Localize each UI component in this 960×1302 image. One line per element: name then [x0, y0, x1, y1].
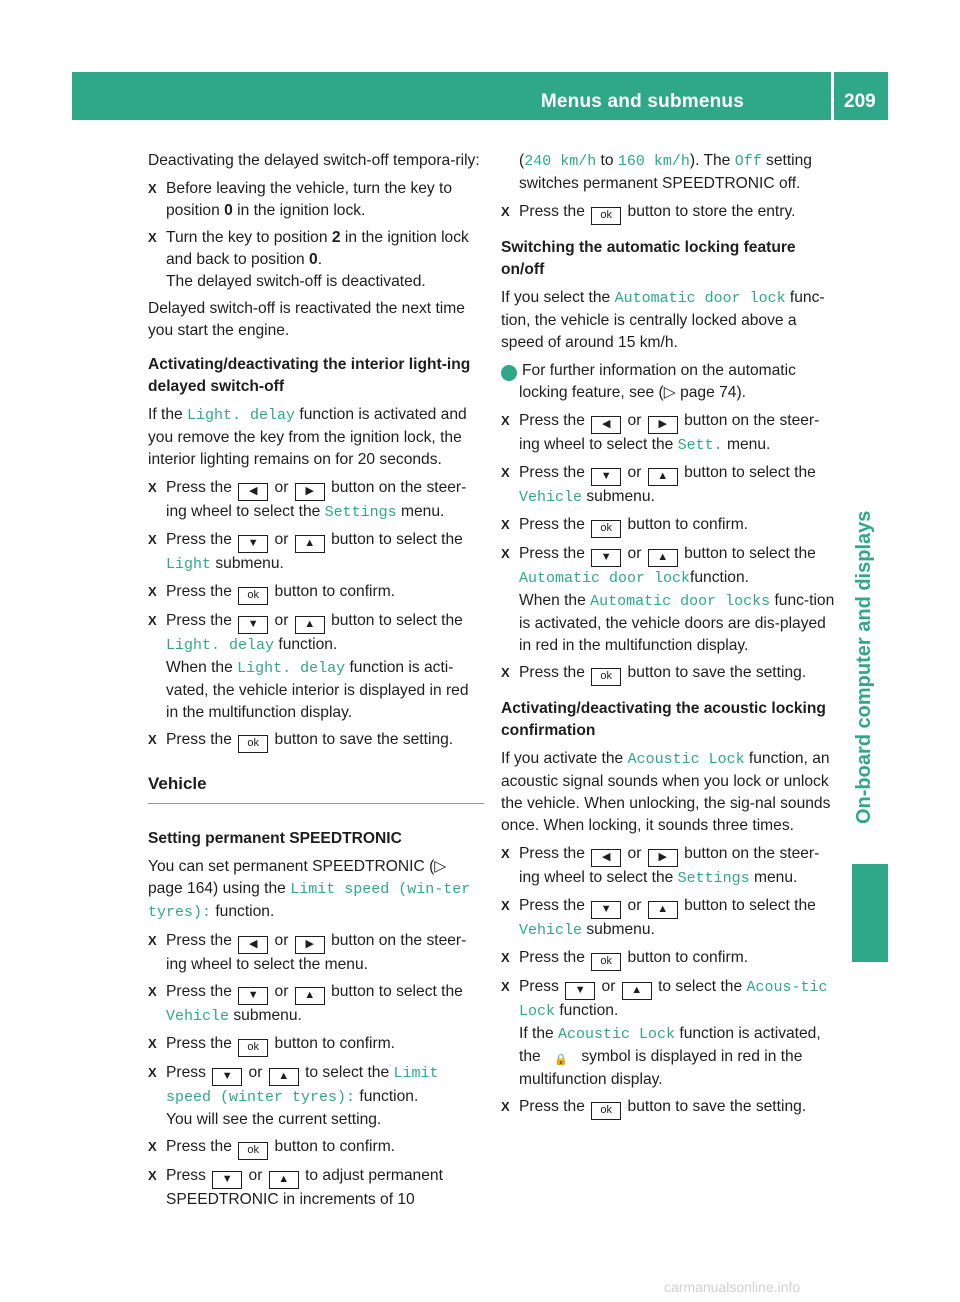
step: X Press the ◀ or ▶ button on the steer-ing wheel to select the menu. [148, 930, 484, 976]
step: X Press the ▼ or ▲ button to select the Light. delay function. When the Light. delay function is acti-vated, the vehicle interior is displayed in red in the multifunction display. [148, 610, 484, 724]
ok-key-icon: ok [591, 1102, 621, 1120]
paragraph: You can set permanent SPEEDTRONIC (▷ page 164) using the Limit speed (win-ter tyres): function. [148, 858, 471, 921]
right-arrow-key-icon: ▶ [648, 849, 678, 867]
left-arrow-key-icon: ◀ [591, 849, 621, 867]
header-divider [831, 72, 834, 120]
right-arrow-key-icon: ▶ [295, 936, 325, 954]
step: X Press the ok button to confirm. [148, 1136, 484, 1160]
left-arrow-key-icon: ◀ [238, 936, 268, 954]
up-arrow-key-icon: ▲ [269, 1068, 299, 1086]
step: X Press the ok button to save the setting. [501, 1096, 837, 1120]
step: X Press the ◀ or ▶ button on the steer-ing wheel to select the Settings menu. [148, 477, 484, 524]
down-arrow-key-icon: ▼ [565, 982, 595, 1000]
step: X Press the ok button to confirm. [501, 514, 837, 538]
up-arrow-key-icon: ▲ [295, 987, 325, 1005]
right-column [498, 150, 837, 1125]
down-arrow-key-icon: ▼ [238, 535, 268, 553]
step: X Press ▼ or ▲ to adjust permanent SPEEDTRONIC in increments of 10 [148, 1165, 484, 1211]
step: X Press ▼ or ▲ to select the Limit speed (winter tyres): function. You will see the current setting. [148, 1062, 484, 1131]
left-arrow-key-icon: ◀ [591, 416, 621, 434]
step: X Press the ok button to store the entry. [501, 201, 837, 225]
step: X Press the ▼ or ▲ button to select the Light submenu. [148, 529, 484, 576]
right-arrow-key-icon: ▶ [648, 416, 678, 434]
ok-key-icon: ok [591, 668, 621, 686]
step: X Press the ▼ or ▲ button to select the Vehicle submenu. [501, 895, 837, 942]
step: X Turn the key to position 2 in the ignition lock and back to position 0. The delayed switch-off is deactivated. [148, 227, 484, 293]
subheading: Activating/deactivating the interior light-ing delayed switch-off [148, 356, 471, 395]
step: X Press the ◀ or ▶ button on the steer-ing wheel to select the Settings menu. [501, 843, 837, 890]
ok-key-icon: ok [591, 207, 621, 225]
step: X Press the ok button to confirm. [148, 581, 484, 605]
down-arrow-key-icon: ▼ [591, 549, 621, 567]
up-arrow-key-icon: ▲ [295, 616, 325, 634]
ok-key-icon: ok [238, 587, 268, 605]
step: X Press ▼ or ▲ to select the Acous-tic Lock function. If the Acoustic Lock function is activated, the 🔒 symbol is displayed in red in the multifunction display. [501, 976, 837, 1091]
step: X Press the ok button to save the setting. [148, 729, 484, 753]
paragraph: If the Light. delay function is activated and you remove the key from the ignition lock, the interior lighting remains on for 20 seconds. [148, 406, 467, 468]
down-arrow-key-icon: ▼ [238, 987, 268, 1005]
subheading: Switching the automatic locking feature on/off [501, 239, 796, 278]
up-arrow-key-icon: ▲ [648, 549, 678, 567]
left-column [148, 150, 484, 1216]
step: X Press the ▼ or ▲ button to select the Vehicle submenu. [148, 981, 484, 1028]
up-arrow-key-icon: ▲ [648, 468, 678, 486]
down-arrow-key-icon: ▼ [212, 1068, 242, 1086]
chapter-label: On-board computer and displays [853, 510, 875, 824]
step: X Press the ok button to confirm. [148, 1033, 484, 1057]
paragraph: (240 km/h to 160 km/h). The Off setting switches permanent SPEEDTRONIC off. [519, 152, 812, 192]
ok-key-icon: ok [238, 1142, 268, 1160]
subheading: Activating/deactivating the acoustic locking confirmation [501, 700, 826, 739]
down-arrow-key-icon: ▼ [591, 901, 621, 919]
page-number: 209 [844, 91, 876, 112]
ok-key-icon: ok [591, 520, 621, 538]
up-arrow-key-icon: ▲ [622, 982, 652, 1000]
paragraph: Delayed switch-off is reactivated the next time you start the engine. [148, 300, 465, 339]
section-heading: Vehicle [148, 773, 484, 804]
ok-key-icon: ok [591, 953, 621, 971]
paragraph: If you activate the Acoustic Lock function, an acoustic signal sounds when you lock or unlock the vehicle. When unlocking, the sig-nal sounds once. When locking, it sounds three times. [501, 750, 831, 834]
paragraph: Deactivating the delayed switch-off tempora-rily: [148, 152, 480, 169]
step: X Press the ▼ or ▲ button to select the Automatic door lockfunction. When the Automatic door locks func-tion is activated, the vehicle doors are dis-played in red in the multifunction display. [501, 543, 837, 657]
chapter-tab [852, 864, 888, 962]
header-bar [72, 72, 888, 120]
step: X Press the ▼ or ▲ button to select the Vehicle submenu. [501, 462, 837, 509]
right-arrow-key-icon: ▶ [295, 483, 325, 501]
step: X Before leaving the vehicle, turn the key to position 0 in the ignition lock. [148, 178, 484, 222]
ok-key-icon: ok [238, 735, 268, 753]
down-arrow-key-icon: ▼ [238, 616, 268, 634]
lock-icon: 🔒 [554, 1054, 568, 1066]
step: X Press the ◀ or ▶ button on the steer-ing wheel to select the Sett. menu. [501, 410, 837, 457]
subheading: Setting permanent SPEEDTRONIC [148, 830, 402, 847]
page-section-title: Menus and submenus [540, 91, 744, 112]
ok-key-icon: ok [238, 1039, 268, 1057]
up-arrow-key-icon: ▲ [269, 1171, 299, 1189]
info-note: i For further information on the automatic locking feature, see (▷ page 74). [498, 362, 796, 401]
up-arrow-key-icon: ▲ [295, 535, 325, 553]
down-arrow-key-icon: ▼ [591, 468, 621, 486]
up-arrow-key-icon: ▲ [648, 901, 678, 919]
info-icon: i [501, 365, 517, 381]
watermark: carmanualsonline.info [664, 1279, 801, 1295]
step: X Press the ok button to save the setting. [501, 662, 837, 686]
left-arrow-key-icon: ◀ [238, 483, 268, 501]
step: X Press the ok button to confirm. [501, 947, 837, 971]
paragraph: If you select the Automatic door lock func-tion, the vehicle is centrally locked above a speed of around 15 km/h. [501, 289, 825, 351]
down-arrow-key-icon: ▼ [212, 1171, 242, 1189]
